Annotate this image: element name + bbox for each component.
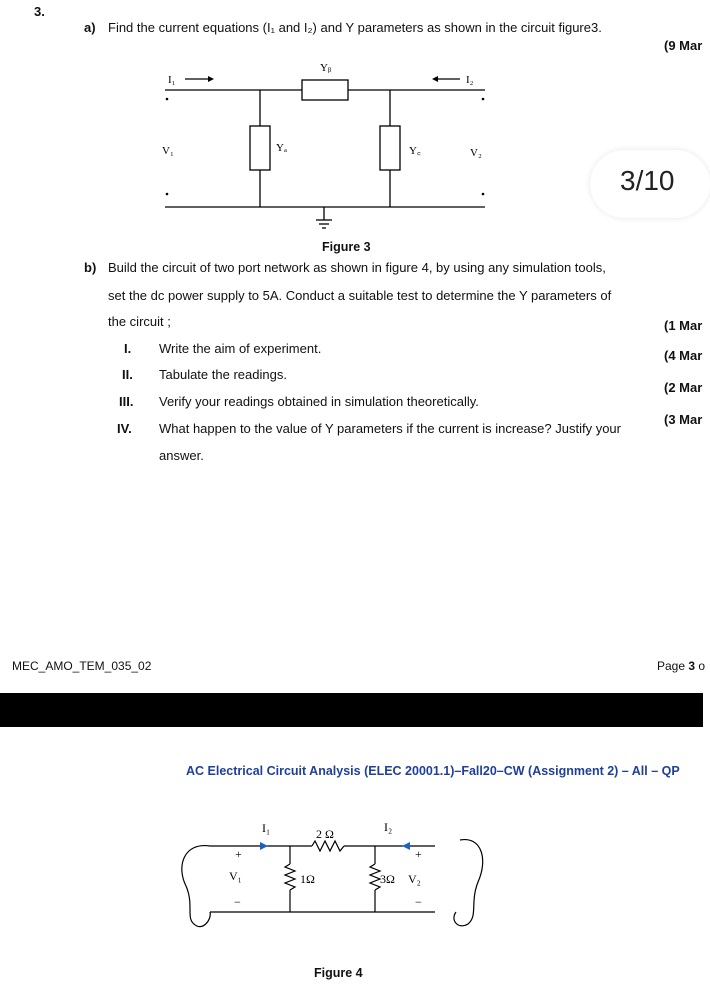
resistor-1ohm-label: 1Ω [300,872,315,886]
item-4-marks: (3 Mar [664,412,703,427]
item-2-number: II. [122,367,133,382]
course-header: AC Electrical Circuit Analysis (ELEC 20001.1)–Fall20–CW (Assignment 2) – All – QP [186,764,680,778]
item-1-number: I. [124,341,132,356]
part-b-line-1: Build the circuit of two port network as shown in figure 4, by using any simulation tools, [108,260,606,275]
part-b-line-2: set the dc power supply to 5A. Conduct a suitable test to determine the Y parameters of [108,288,612,303]
footer-document-code: MEC_AMO_TEM_035_02 [12,659,152,673]
part-a-marks: (9 Mar [664,38,703,53]
item-3-text: Verify your readings obtained in simulation theoretically. [159,394,479,409]
page-divider [0,693,703,727]
page-counter-badge [590,150,710,218]
v2-label: V₂ [470,147,482,159]
v1-label: V₁ [162,145,174,157]
item-1-marks: (1 Mar [664,318,703,333]
i1-label-fig4: I₁ [262,821,271,835]
v1-minus-sign: − [234,895,241,909]
figure-4-caption: Figure 4 [314,966,363,980]
part-a-label: a) [84,20,96,35]
item-1-text: Write the aim of experiment. [159,341,322,356]
figure-3-caption: Figure 3 [322,240,371,254]
item-4-text: What happen to the value of Y parameters if the current is increase? Justify your [159,421,621,436]
yc-label: Y꜀ [409,145,421,157]
footer-page-number [657,659,705,673]
v1-plus-sign: + [235,847,242,861]
figure-3-circuit [150,50,500,230]
v2-label-fig4: V₂ [408,872,421,886]
ya-label: Yₐ [276,142,287,154]
item-3-marks: (2 Mar [664,380,703,395]
i1-label: I₁ [168,74,176,86]
figure-4-circuit [170,812,490,937]
item-4-text-continued: answer. [159,448,204,463]
page-counter-text: 3/10 [620,165,675,196]
item-2-marks: (4 Mar [664,348,703,363]
footer-page-rest: o [695,659,706,673]
item-3-number: III. [119,394,134,409]
footer-page-digit: 3 [688,659,696,673]
v2-minus-sign: − [415,895,422,909]
page-4 [0,727,703,986]
part-b-line-3: the circuit ; [108,314,171,329]
item-2-text: Tabulate the readings. [159,367,287,382]
question-number: 3. [34,4,45,19]
v1-label-fig4: V₁ [229,869,242,883]
yb-label: Yᵦ [320,62,332,74]
part-b-label: b) [84,260,97,275]
i2-label: I₂ [466,74,474,86]
part-a-text: Find the current equations (I₁ and I₂) and Y parameters as shown in the circuit figure3. [108,20,602,35]
item-4-number: IV. [117,421,132,436]
resistor-3ohm-label: 3Ω [380,872,395,886]
i2-label-fig4: I₂ [384,820,393,834]
v2-plus-sign: + [415,847,422,861]
footer-page-word: Page [657,659,689,673]
resistor-2ohm-label: 2 Ω [316,827,334,841]
yb-admittance [302,80,348,100]
